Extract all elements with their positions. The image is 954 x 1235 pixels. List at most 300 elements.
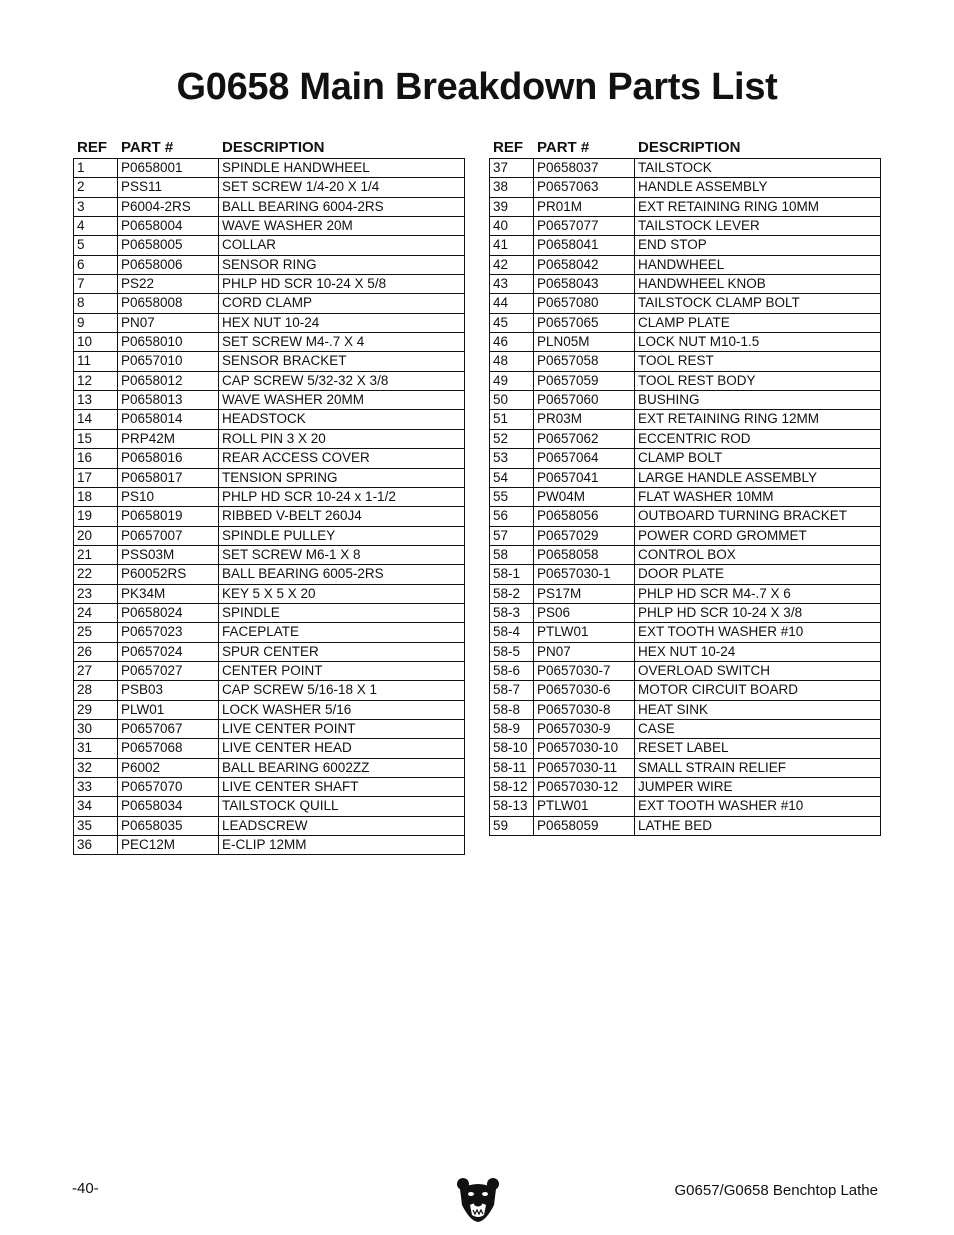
part-number-cell: P0657027 xyxy=(118,662,219,680)
description-cell: CAP SCREW 5/16-18 X 1 xyxy=(222,682,378,698)
ref-cell: 5 xyxy=(74,236,118,254)
part-number-cell: P0657080 xyxy=(534,294,635,312)
description-cell: LOCK NUT M10-1.5 xyxy=(638,334,760,350)
ref-cell: 58-6 xyxy=(490,662,534,680)
header-description: DESCRIPTION xyxy=(638,138,741,156)
ref-cell: 57 xyxy=(490,527,534,545)
part-number-cell: P0658012 xyxy=(118,372,219,390)
ref-cell: 36 xyxy=(74,836,118,854)
part-number-cell: PSS11 xyxy=(118,178,219,196)
description-cell: COLLAR xyxy=(222,237,277,253)
part-number-cell: PK34M xyxy=(118,585,219,603)
part-number-cell: PW04M xyxy=(534,488,635,506)
part-number-cell: PSS03M xyxy=(118,546,219,564)
table-header xyxy=(73,136,465,158)
part-number-cell: P0657064 xyxy=(534,449,635,467)
description-cell: MOTOR CIRCUIT BOARD xyxy=(638,682,799,698)
table-row xyxy=(490,372,880,391)
table-row xyxy=(74,797,464,816)
ref-cell: 33 xyxy=(74,778,118,796)
ref-cell: 13 xyxy=(74,391,118,409)
table-row xyxy=(490,333,880,352)
table-row xyxy=(490,430,880,449)
description-cell: SPUR CENTER xyxy=(222,643,319,659)
part-number-cell: P0657030-9 xyxy=(534,720,635,738)
table-row xyxy=(74,701,464,720)
ref-cell: 30 xyxy=(74,720,118,738)
part-number-cell: PLN05M xyxy=(534,333,635,351)
table-row xyxy=(74,469,464,488)
part-number-cell: P0657024 xyxy=(118,643,219,661)
table-row xyxy=(490,585,880,604)
parts-table-right xyxy=(489,136,881,836)
part-number-cell: P0658041 xyxy=(534,236,635,254)
description-cell: SPINDLE HANDWHEEL xyxy=(222,160,370,175)
ref-cell: 58-1 xyxy=(490,565,534,583)
table-row xyxy=(490,159,880,178)
table-row xyxy=(74,778,464,797)
part-number-cell: P0658014 xyxy=(118,410,219,428)
table-row xyxy=(74,198,464,217)
ref-cell: 45 xyxy=(490,314,534,332)
part-number-cell: P0657023 xyxy=(118,623,219,641)
header-part-number: PART # xyxy=(537,138,590,156)
table-row xyxy=(490,507,880,526)
table-row xyxy=(490,449,880,468)
part-number-cell: P0658017 xyxy=(118,469,219,487)
part-number-cell: P0658034 xyxy=(118,797,219,815)
description-cell: CONTROL BOX xyxy=(638,546,736,562)
ref-cell: 44 xyxy=(490,294,534,312)
table-row xyxy=(74,643,464,662)
description-cell: HEADSTOCK xyxy=(222,411,306,427)
ref-cell: 23 xyxy=(74,585,118,603)
part-number-cell: PSB03 xyxy=(118,681,219,699)
description-cell: SET SCREW M6-1 X 8 xyxy=(222,546,361,562)
part-number-cell: P0657030-12 xyxy=(534,778,635,796)
table-row xyxy=(74,159,464,178)
table-header xyxy=(489,136,881,158)
table-body xyxy=(73,158,465,855)
ref-cell: 22 xyxy=(74,565,118,583)
description-cell: BUSHING xyxy=(638,392,700,408)
table-row xyxy=(490,527,880,546)
description-cell: DOOR PLATE xyxy=(638,566,725,582)
part-number-cell: P0658001 xyxy=(118,159,219,177)
part-number-cell: P0657068 xyxy=(118,739,219,757)
bear-head-logo-icon xyxy=(456,1177,500,1223)
table-body xyxy=(489,158,881,836)
table-row xyxy=(74,352,464,371)
ref-cell: 58-8 xyxy=(490,701,534,719)
table-row xyxy=(74,585,464,604)
description-cell: CLAMP PLATE xyxy=(638,314,730,330)
part-number-cell: P0657030-11 xyxy=(534,759,635,777)
description-cell: CLAMP BOLT xyxy=(638,450,723,466)
table-row xyxy=(490,198,880,217)
description-cell: LIVE CENTER SHAFT xyxy=(222,779,359,794)
description-cell: E-CLIP 12MM xyxy=(222,837,307,853)
ref-cell: 34 xyxy=(74,797,118,815)
part-number-cell: P0657030-1 xyxy=(534,565,635,583)
ref-cell: 37 xyxy=(490,159,534,177)
table-row xyxy=(74,294,464,313)
description-cell: EXT TOOTH WASHER #10 xyxy=(638,798,804,814)
ref-cell: 51 xyxy=(490,410,534,428)
description-cell: LARGE HANDLE ASSEMBLY xyxy=(638,469,818,485)
ref-cell: 56 xyxy=(490,507,534,525)
table-row xyxy=(74,449,464,468)
table-row xyxy=(74,604,464,623)
part-number-cell: PS17M xyxy=(534,585,635,603)
table-row xyxy=(490,391,880,410)
part-number-cell: P0658059 xyxy=(534,817,635,835)
ref-cell: 58-10 xyxy=(490,739,534,757)
description-cell: PHLP HD SCR 10-24 x 1-1/2 xyxy=(222,488,396,504)
part-number-cell: P0657030-6 xyxy=(534,681,635,699)
description-cell: HEX NUT 10-24 xyxy=(222,314,320,330)
description-cell: CENTER POINT xyxy=(222,662,323,678)
part-number-cell: PEC12M xyxy=(118,836,219,854)
table-row xyxy=(74,391,464,410)
ref-cell: 12 xyxy=(74,372,118,390)
description-cell: REAR ACCESS COVER xyxy=(222,450,370,466)
part-number-cell: P0657010 xyxy=(118,352,219,370)
description-cell: BALL BEARING 6002ZZ xyxy=(222,759,370,775)
ref-cell: 59 xyxy=(490,817,534,835)
ref-cell: 7 xyxy=(74,275,118,293)
description-cell: CAP SCREW 5/32-32 X 3/8 xyxy=(222,372,389,388)
description-cell: TAILSTOCK xyxy=(638,160,712,175)
table-row xyxy=(490,217,880,236)
ref-cell: 31 xyxy=(74,739,118,757)
table-row xyxy=(490,797,880,816)
table-row xyxy=(490,565,880,584)
part-number-cell: P0657067 xyxy=(118,720,219,738)
ref-cell: 38 xyxy=(490,178,534,196)
table-row xyxy=(490,643,880,662)
table-row xyxy=(490,623,880,642)
ref-cell: 58 xyxy=(490,546,534,564)
table-row xyxy=(490,410,880,429)
part-number-cell: P0657041 xyxy=(534,469,635,487)
description-cell: EXT RETAINING RING 12MM xyxy=(638,411,820,427)
description-cell: PHLP HD SCR M4-.7 X 6 xyxy=(638,585,791,601)
table-row xyxy=(74,817,464,836)
table-row xyxy=(74,681,464,700)
ref-cell: 9 xyxy=(74,314,118,332)
description-cell: LIVE CENTER POINT xyxy=(222,720,356,736)
ref-cell: 24 xyxy=(74,604,118,622)
part-number-cell: P0657007 xyxy=(118,527,219,545)
description-cell: LIVE CENTER HEAD xyxy=(222,740,352,756)
table-row xyxy=(490,662,880,681)
description-cell: ROLL PIN 3 X 20 xyxy=(222,430,326,446)
description-cell: TAILSTOCK CLAMP BOLT xyxy=(638,295,800,311)
table-row xyxy=(490,720,880,739)
table-row xyxy=(490,759,880,778)
table-row xyxy=(490,681,880,700)
ref-cell: 49 xyxy=(490,372,534,390)
part-number-cell: PS22 xyxy=(118,275,219,293)
table-row xyxy=(74,623,464,642)
part-number-cell: P0657070 xyxy=(118,778,219,796)
ref-cell: 26 xyxy=(74,643,118,661)
description-cell: WAVE WASHER 20MM xyxy=(222,392,365,408)
part-number-cell: P0657059 xyxy=(534,372,635,390)
ref-cell: 54 xyxy=(490,469,534,487)
description-cell: ECCENTRIC ROD xyxy=(638,430,751,446)
part-number-cell: P0658010 xyxy=(118,333,219,351)
description-cell: OUTBOARD TURNING BRACKET xyxy=(638,508,848,524)
table-row xyxy=(74,527,464,546)
ref-cell: 58-9 xyxy=(490,720,534,738)
table-row xyxy=(490,488,880,507)
description-cell: TAILSTOCK QUILL xyxy=(222,798,339,814)
ref-cell: 58-12 xyxy=(490,778,534,796)
table-row xyxy=(74,178,464,197)
table-row xyxy=(74,759,464,778)
part-number-cell: P0657065 xyxy=(534,314,635,332)
part-number-cell: P0658056 xyxy=(534,507,635,525)
ref-cell: 35 xyxy=(74,817,118,835)
description-cell: SENSOR RING xyxy=(222,256,317,272)
table-row xyxy=(74,275,464,294)
table-row xyxy=(490,352,880,371)
description-cell: RIBBED V-BELT 260J4 xyxy=(222,508,362,524)
part-number-cell: P0658042 xyxy=(534,256,635,274)
description-cell: EXT RETAINING RING 10MM xyxy=(638,198,820,214)
ref-cell: 58-4 xyxy=(490,623,534,641)
table-row xyxy=(74,662,464,681)
part-number-cell: PS06 xyxy=(534,604,635,622)
ref-cell: 52 xyxy=(490,430,534,448)
ref-cell: 58-11 xyxy=(490,759,534,777)
table-row xyxy=(490,546,880,565)
ref-cell: 20 xyxy=(74,527,118,545)
part-number-cell: PTLW01 xyxy=(534,623,635,641)
description-cell: SET SCREW M4-.7 X 4 xyxy=(222,334,365,350)
description-cell: SET SCREW 1/4-20 X 1/4 xyxy=(222,179,380,195)
description-cell: SMALL STRAIN RELIEF xyxy=(638,759,787,775)
ref-cell: 42 xyxy=(490,256,534,274)
ref-cell: 41 xyxy=(490,236,534,254)
table-row xyxy=(74,410,464,429)
ref-cell: 53 xyxy=(490,449,534,467)
ref-cell: 8 xyxy=(74,294,118,312)
description-cell: TOOL REST xyxy=(638,353,714,369)
part-number-cell: P0658008 xyxy=(118,294,219,312)
ref-cell: 15 xyxy=(74,430,118,448)
table-row xyxy=(490,739,880,758)
table-row xyxy=(490,314,880,333)
table-row xyxy=(490,469,880,488)
ref-cell: 32 xyxy=(74,759,118,777)
ref-cell: 48 xyxy=(490,352,534,370)
part-number-cell: P0657058 xyxy=(534,352,635,370)
ref-cell: 50 xyxy=(490,391,534,409)
ref-cell: 58-3 xyxy=(490,604,534,622)
table-row xyxy=(490,701,880,720)
ref-cell: 6 xyxy=(74,256,118,274)
part-number-cell: PLW01 xyxy=(118,701,219,719)
ref-cell: 46 xyxy=(490,333,534,351)
table-row xyxy=(74,836,464,855)
part-number-cell: P0658019 xyxy=(118,507,219,525)
description-cell: HEX NUT 10-24 xyxy=(638,643,736,659)
header-ref: REF xyxy=(493,138,523,156)
description-cell: POWER CORD GROMMET xyxy=(638,527,807,543)
part-number-cell: P0657062 xyxy=(534,430,635,448)
part-number-cell: P6002 xyxy=(118,759,219,777)
part-number-cell: PN07 xyxy=(118,314,219,332)
part-number-cell: P0657030-10 xyxy=(534,739,635,757)
part-number-cell: P0658004 xyxy=(118,217,219,235)
part-number-cell: P0657077 xyxy=(534,217,635,235)
table-row xyxy=(74,256,464,275)
ref-cell: 25 xyxy=(74,623,118,641)
part-number-cell: PR01M xyxy=(534,198,635,216)
ref-cell: 21 xyxy=(74,546,118,564)
table-row xyxy=(490,778,880,797)
page-title: G0658 Main Breakdown Parts List xyxy=(176,66,778,108)
table-row xyxy=(74,546,464,565)
part-number-cell: PS10 xyxy=(118,488,219,506)
table-row xyxy=(74,488,464,507)
ref-cell: 28 xyxy=(74,681,118,699)
table-row xyxy=(490,294,880,313)
part-number-cell: P60052RS xyxy=(118,565,219,583)
page-number: -40- xyxy=(72,1180,99,1197)
description-cell: LATHE BED xyxy=(638,817,713,833)
description-cell: CASE xyxy=(638,720,675,736)
description-cell: END STOP xyxy=(638,237,707,253)
description-cell: KEY 5 X 5 X 20 xyxy=(222,585,316,601)
table-row xyxy=(74,236,464,255)
ref-cell: 18 xyxy=(74,488,118,506)
part-number-cell: PN07 xyxy=(534,643,635,661)
part-number-cell: PR03M xyxy=(534,410,635,428)
description-cell: PHLP HD SCR 10-24 X 5/8 xyxy=(222,276,387,292)
part-number-cell: P0658005 xyxy=(118,236,219,254)
description-cell: PHLP HD SCR 10-24 X 3/8 xyxy=(638,604,803,620)
description-cell: HEAT SINK xyxy=(638,701,709,717)
table-row xyxy=(74,430,464,449)
ref-cell: 3 xyxy=(74,198,118,216)
description-cell: TOOL REST BODY xyxy=(638,372,756,388)
description-cell: SENSOR BRACKET xyxy=(222,353,347,369)
description-cell: OVERLOAD SWITCH xyxy=(638,662,771,678)
ref-cell: 58-7 xyxy=(490,681,534,699)
table-row xyxy=(490,178,880,197)
description-cell: SPINDLE xyxy=(222,604,280,620)
description-cell: HANDWHEEL xyxy=(638,256,725,272)
ref-cell: 17 xyxy=(74,469,118,487)
ref-cell: 4 xyxy=(74,217,118,235)
ref-cell: 58-13 xyxy=(490,797,534,815)
ref-cell: 40 xyxy=(490,217,534,235)
part-number-cell: P0658037 xyxy=(534,159,635,177)
ref-cell: 58-2 xyxy=(490,585,534,603)
part-number-cell: P6004-2RS xyxy=(118,198,219,216)
description-cell: LEADSCREW xyxy=(222,817,308,833)
part-number-cell: PTLW01 xyxy=(534,797,635,815)
description-cell: FLAT WASHER 10MM xyxy=(638,488,774,504)
header-description: DESCRIPTION xyxy=(222,138,325,156)
description-cell: FACEPLATE xyxy=(222,624,300,640)
table-row xyxy=(74,739,464,758)
ref-cell: 27 xyxy=(74,662,118,680)
table-row xyxy=(490,256,880,275)
ref-cell: 58-5 xyxy=(490,643,534,661)
table-row xyxy=(490,604,880,623)
part-number-cell: P0657030-7 xyxy=(534,662,635,680)
part-number-cell: P0657063 xyxy=(534,178,635,196)
ref-cell: 43 xyxy=(490,275,534,293)
header-part-number: PART # xyxy=(121,138,174,156)
part-number-cell: P0657060 xyxy=(534,391,635,409)
header-ref: REF xyxy=(77,138,107,156)
description-cell: BALL BEARING 6005-2RS xyxy=(222,566,384,582)
part-number-cell: P0657030-8 xyxy=(534,701,635,719)
description-cell: RESET LABEL xyxy=(638,740,729,756)
table-row xyxy=(74,217,464,236)
ref-cell: 19 xyxy=(74,507,118,525)
part-number-cell: P0658035 xyxy=(118,817,219,835)
part-number-cell: P0658024 xyxy=(118,604,219,622)
description-cell: TENSION SPRING xyxy=(222,469,338,485)
description-cell: LOCK WASHER 5/16 xyxy=(222,701,352,717)
ref-cell: 1 xyxy=(74,159,118,177)
ref-cell: 2 xyxy=(74,178,118,196)
ref-cell: 29 xyxy=(74,701,118,719)
table-row xyxy=(74,333,464,352)
description-cell: HANDWHEEL KNOB xyxy=(638,276,766,292)
ref-cell: 39 xyxy=(490,198,534,216)
table-row xyxy=(490,817,880,836)
description-cell: HANDLE ASSEMBLY xyxy=(638,179,768,195)
table-row xyxy=(74,507,464,526)
ref-cell: 11 xyxy=(74,352,118,370)
table-row xyxy=(74,720,464,739)
table-row xyxy=(74,372,464,391)
table-row xyxy=(74,314,464,333)
part-number-cell: P0658013 xyxy=(118,391,219,409)
ref-cell: 16 xyxy=(74,449,118,467)
description-cell: EXT TOOTH WASHER #10 xyxy=(638,624,804,640)
description-cell: BALL BEARING 6004-2RS xyxy=(222,198,384,214)
ref-cell: 55 xyxy=(490,488,534,506)
part-number-cell: P0658016 xyxy=(118,449,219,467)
description-cell: TAILSTOCK LEVER xyxy=(638,218,760,234)
description-cell: CORD CLAMP xyxy=(222,295,313,311)
part-number-cell: P0658006 xyxy=(118,256,219,274)
table-row xyxy=(490,236,880,255)
part-number-cell: P0658043 xyxy=(534,275,635,293)
part-number-cell: P0657029 xyxy=(534,527,635,545)
table-row xyxy=(490,275,880,294)
part-number-cell: P0658058 xyxy=(534,546,635,564)
ref-cell: 10 xyxy=(74,333,118,351)
description-cell: WAVE WASHER 20M xyxy=(222,218,353,234)
description-cell: SPINDLE PULLEY xyxy=(222,527,336,543)
ref-cell: 14 xyxy=(74,410,118,428)
part-number-cell: PRP42M xyxy=(118,430,219,448)
manual-title: G0657/G0658 Benchtop Lathe xyxy=(674,1182,878,1199)
description-cell: JUMPER WIRE xyxy=(638,779,733,794)
parts-table-left xyxy=(73,136,465,855)
table-row xyxy=(74,565,464,584)
